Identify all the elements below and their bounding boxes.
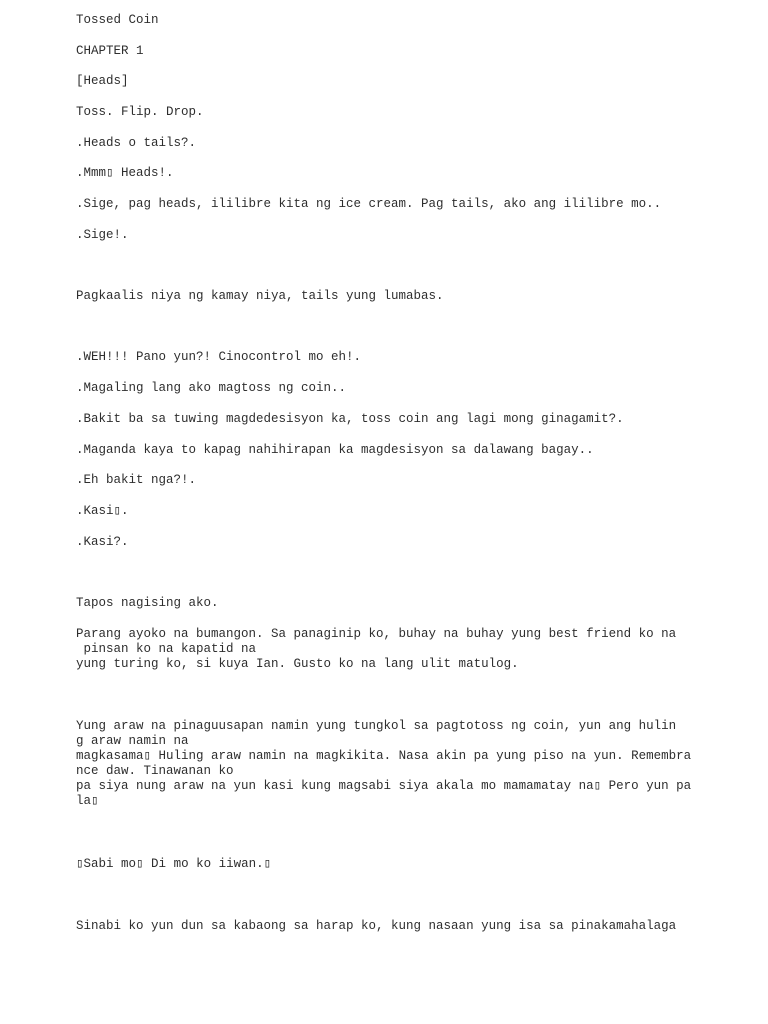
paragraph: .Kasi?. bbox=[76, 535, 129, 549]
paragraph: Sinabi ko yun dun sa kabaong sa harap ko, kung nasaan yung isa sa pinakamahalaga bbox=[76, 919, 677, 933]
paragraph: .Maganda kaya to kapag nahihirapan ka magdesisyon sa dalawang bagay.. bbox=[76, 443, 594, 457]
section-heading: [Heads] bbox=[76, 74, 129, 88]
paragraph: .Heads o tails?. bbox=[76, 136, 197, 150]
paragraph: .Sige!. bbox=[76, 228, 129, 242]
paragraph: Parang ayoko na bumangon. Sa panaginip ko, buhay na buhay yung best friend ko na pinsan ko na kapatid na yung turing ko, si kuya Ian. Gusto ko na lang ulit matulog. bbox=[76, 627, 677, 671]
paragraph: Toss. Flip. Drop. bbox=[76, 105, 204, 119]
document-title: Tossed Coin bbox=[76, 13, 159, 27]
paragraph: .Kasi▯. bbox=[76, 504, 129, 518]
paragraph: ▯Sabi mo▯ Di mo ko iiwan.▯ bbox=[76, 857, 272, 871]
paragraph: .Magaling lang ako magtoss ng coin.. bbox=[76, 381, 347, 395]
paragraph: Yung araw na pinaguusapan namin yung tungkol sa pagtotoss ng coin, yun ang hulin g araw namin na magkasama▯ Huling araw namin na magkikita. Nasa akin pa yung piso na yun. Remembra nce daw. Tinawanan ko pa siya nung araw na yun kasi kung magsabi siya akala mo mamamatay na▯ Pero yun pa la▯ bbox=[76, 719, 692, 808]
paragraph: .Bakit ba sa tuwing magdedesisyon ka, toss coin ang lagi mong ginagamit?. bbox=[76, 412, 624, 426]
paragraph: .Sige, pag heads, ililibre kita ng ice cream. Pag tails, ako ang ililibre mo.. bbox=[76, 197, 662, 211]
paragraph: Pagkaalis niya ng kamay niya, tails yung lumabas. bbox=[76, 289, 444, 303]
paragraph: .WEH!!! Pano yun?! Cinocontrol mo eh!. bbox=[76, 350, 362, 364]
paragraph: Tapos nagising ako. bbox=[76, 596, 219, 610]
paragraph: .Mmm▯ Heads!. bbox=[76, 166, 174, 180]
paragraph: .Eh bakit nga?!. bbox=[76, 473, 197, 487]
chapter-heading: CHAPTER 1 bbox=[76, 44, 144, 58]
